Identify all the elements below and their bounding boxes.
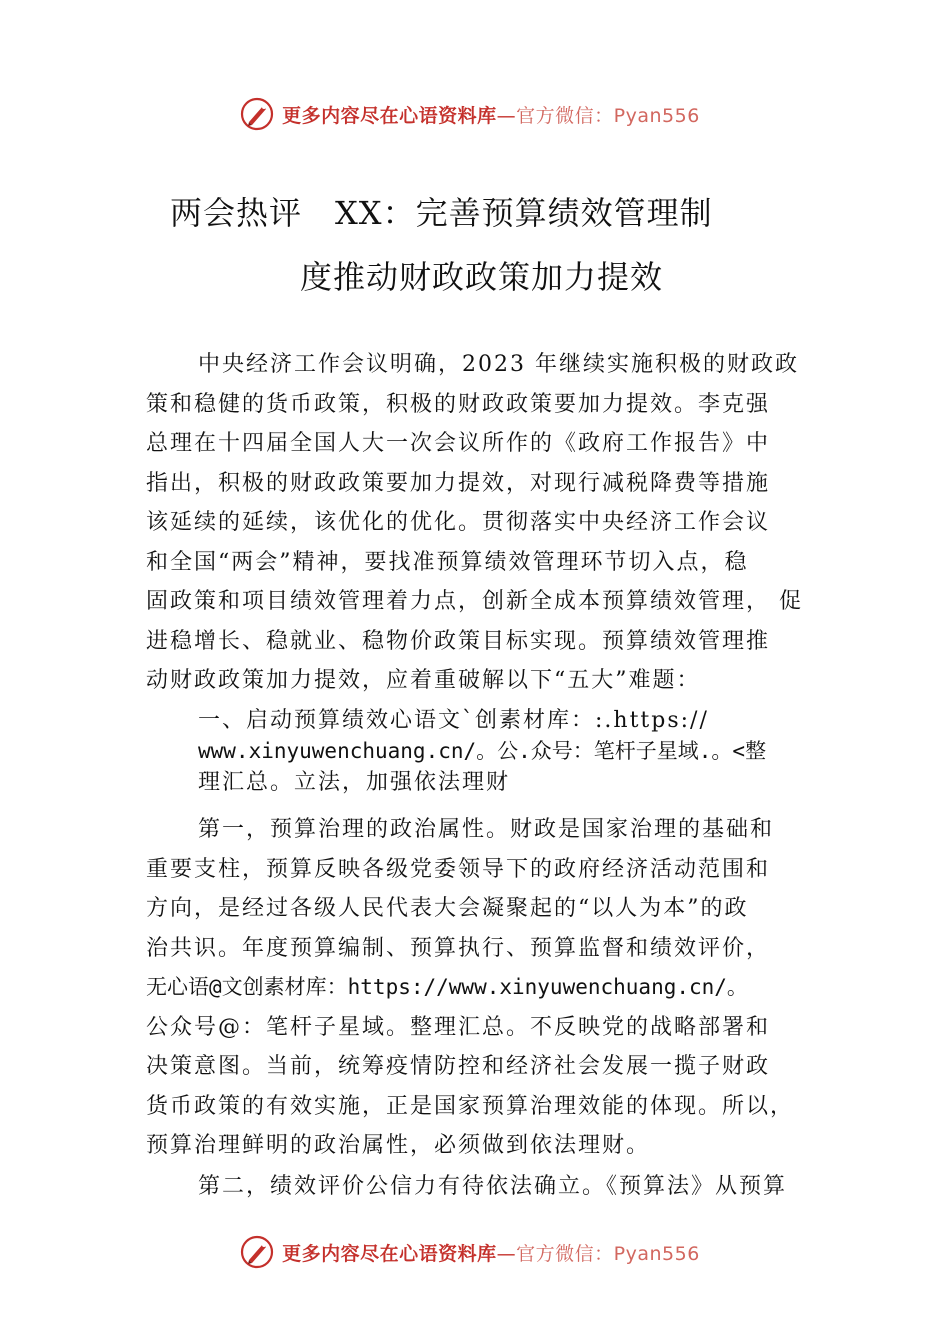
text-line: 该延续的延续，该优化的优化。贯彻落实中央经济工作会议 xyxy=(146,510,771,535)
footer-banner xyxy=(0,1232,950,1272)
heading-line: 理汇总。立法，加强依法理财 xyxy=(198,770,511,795)
text-line: 无心语@文创素材库：https://www.xinyuwenchuang.cn/。 xyxy=(146,975,748,999)
banner-dash: — xyxy=(496,1242,517,1265)
text-line: 货币政策的有效实施，正是国家预算治理效能的体现。所以， xyxy=(146,1093,795,1119)
text-line: 公众号@：笔杆子星域。整理汇总。不反映党的战略部署和 xyxy=(146,1014,771,1040)
text-line: 和全国“两会”精神，要找准预算绩效管理环节切入点，稳 xyxy=(146,549,749,575)
page-title-line-2: 度推动财政政策加力提效 xyxy=(300,258,664,296)
banner-dash: — xyxy=(496,104,517,127)
header-banner xyxy=(0,94,950,134)
heading-line: www.xinyuwenchuang.cn/。公.众号：笔杆子星域.。<整 xyxy=(198,739,767,763)
text-line: 固政策和项目绩效管理着力点，创新全成本预算绩效管理， 促 xyxy=(146,589,803,614)
banner-lead: 更多内容尽在心语资料库 xyxy=(282,1242,497,1265)
page-title-line-1: 两会热评 XX：完善预算绩效管理制 xyxy=(170,194,713,232)
paragraph-second xyxy=(146,1167,818,1207)
text-line: 进稳增长、稳就业、稳物价政策目标实现。预算绩效管理推 xyxy=(146,628,771,654)
text-line: 动财政政策加力提效，应着重破解以下“五大”难题： xyxy=(146,668,701,693)
pen-logo-icon xyxy=(240,1235,274,1269)
text-line: 策和稳健的货币政策，积极的财政政策要加力提效。李克强 xyxy=(146,391,771,417)
text-line: 第二，绩效评价公信力有待依法确立。《预算法》从预算 xyxy=(198,1174,788,1199)
text-line: 预算治理鲜明的政治属性，必须做到依法理财。 xyxy=(146,1133,651,1158)
paragraph-intro xyxy=(146,345,818,701)
banner-contact: 官方微信：Pyan556 xyxy=(516,1242,700,1265)
text-line: 总理在十四届全国人大一次会议所作的《政府工作报告》中 xyxy=(146,431,771,456)
text-line: 中央经济工作会议明确，2023 年继续实施积极的财政政 xyxy=(198,352,799,377)
text-line: 决策意图。当前，统筹疫情防控和经济社会发展一揽子财政 xyxy=(146,1054,771,1079)
banner-text xyxy=(282,1239,700,1266)
text-line: 方向，是经过各级人民代表大会凝聚起的“以人为本”的政 xyxy=(146,896,749,921)
paragraph-first xyxy=(146,810,818,1166)
text-line: 重要支柱，预算反映各级党委领导下的政府经济活动范围和 xyxy=(146,856,771,882)
text-line: 治共识。年度预算编制、预算执行、预算监督和绩效评价， xyxy=(146,935,771,961)
banner-contact: 官方微信：Pyan556 xyxy=(516,104,700,127)
banner-lead: 更多内容尽在心语资料库 xyxy=(282,104,497,127)
pen-logo-icon xyxy=(240,97,274,131)
text-line: 第一，预算治理的政治属性。财政是国家治理的基础和 xyxy=(198,817,775,842)
section-heading xyxy=(146,705,818,798)
banner-text xyxy=(282,101,700,128)
heading-line: 一、启动预算绩效心语文`创素材库：:.https:// xyxy=(198,708,709,733)
text-line: 指出，积极的财政政策要加力提效，对现行减税降费等措施 xyxy=(146,470,771,496)
